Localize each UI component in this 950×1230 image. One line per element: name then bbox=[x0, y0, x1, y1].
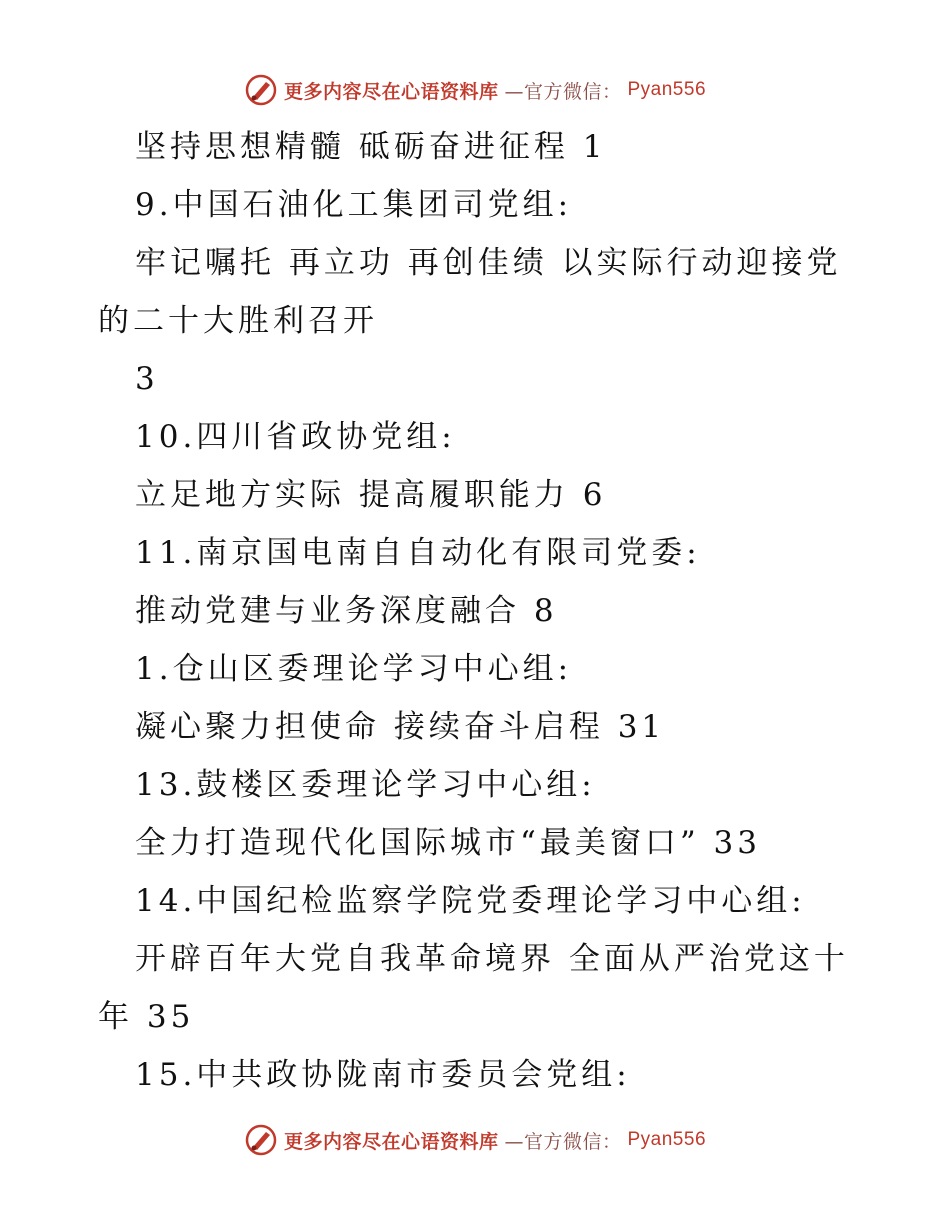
toc-line: 坚持思想精髓 砥砺奋进征程 1 bbox=[135, 129, 607, 165]
footer-banner bbox=[0, 1120, 950, 1160]
banner-site-name: 更多内容尽在心语资料库 bbox=[283, 1130, 499, 1153]
banner-wechat-id: Pyan556 bbox=[627, 1129, 707, 1150]
toc-line: 11.南京国电南自自动化有限司党委: bbox=[135, 535, 701, 571]
toc-line: 的二十大胜利召开 bbox=[98, 303, 378, 339]
toc-line: 推动党建与业务深度融合 8 bbox=[135, 593, 558, 629]
document-body bbox=[0, 118, 950, 1104]
toc-line: 立足地方实际 提高履职能力 6 bbox=[135, 477, 607, 513]
toc-line: 14.中国纪检监察学院党委理论学习中心组: bbox=[135, 883, 806, 919]
pen-circle-logo-icon bbox=[244, 1123, 278, 1157]
toc-line: 9.中国石油化工集团司党组: bbox=[135, 187, 573, 223]
toc-line: 凝心聚力担使命 接续奋斗启程 31 bbox=[135, 709, 666, 745]
banner-content bbox=[244, 73, 706, 107]
banner-wechat-label: —官方微信： bbox=[504, 1130, 622, 1153]
banner-wechat-id: Pyan556 bbox=[627, 79, 707, 100]
toc-line: 全力打造现代化国际城市“最美窗口” 33 bbox=[135, 825, 761, 861]
pen-circle-logo-icon bbox=[244, 73, 278, 107]
banner-site-name: 更多内容尽在心语资料库 bbox=[283, 80, 499, 103]
toc-line: 13.鼓楼区委理论学习中心组: bbox=[135, 767, 596, 803]
toc-line: 开辟百年大党自我革命境界 全面从严治党这十 bbox=[135, 941, 849, 977]
header-banner bbox=[0, 70, 950, 110]
toc-line: 3 bbox=[135, 361, 159, 397]
banner-content bbox=[244, 1123, 706, 1157]
toc-line: 年 35 bbox=[98, 999, 195, 1035]
toc-line: 15.中共政协陇南市委员会党组: bbox=[135, 1057, 631, 1093]
toc-line: 10.四川省政协党组: bbox=[135, 419, 456, 455]
toc-line: 1.仓山区委理论学习中心组: bbox=[135, 651, 573, 687]
toc-line: 牢记嘱托 再立功 再创佳绩 以实际行动迎接党 bbox=[135, 245, 842, 281]
banner-wechat-label: —官方微信： bbox=[504, 80, 622, 103]
